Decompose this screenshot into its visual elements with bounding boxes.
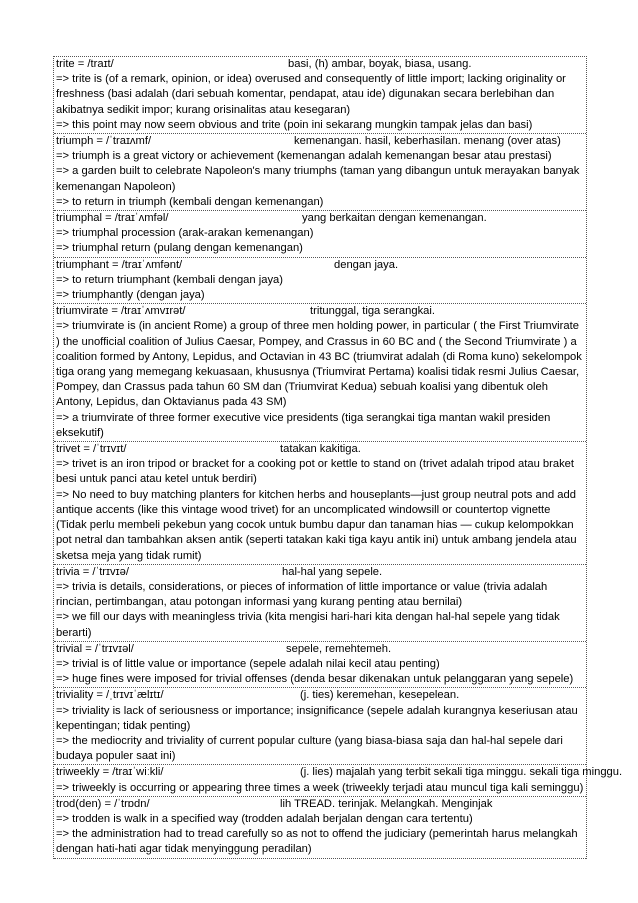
- dictionary-entry: [54, 688, 586, 765]
- entry-meaning: lih TREAD. terinjak. Melangkah. Menginjak: [280, 797, 493, 810]
- entry-example-line: => triweekly is occurring or appearing three times a week (triweekly terjadi atau muncul tiga kali seminggu): [56, 781, 584, 794]
- entry-headline: [56, 134, 584, 149]
- entry-meaning: sepele, remehtemeh.: [286, 642, 392, 655]
- entry-term: trivia = /ˈtrɪvɪə/: [56, 565, 129, 578]
- entry-example-line: => trivial is of little value or importance (sepele adalah nilai kecil atau penting): [56, 657, 440, 670]
- entry-example-line: => a garden built to celebrate Napoleon's many triumphs (taman yang dibangun untuk merayakan banyak kemenangan Napoleon): [56, 165, 580, 193]
- entry-headline: [56, 797, 584, 812]
- entry-meaning: dengan jaya.: [334, 258, 399, 271]
- entry-example-line: => the mediocrity and triviality of current popular culture (yang biasa-biasa saja dan hal-hal sepele dari budaya populer saat ini): [56, 734, 563, 763]
- dictionary-entry: [54, 565, 586, 642]
- dictionary-entry: [54, 258, 586, 305]
- dictionary-entry: [54, 442, 586, 565]
- entry-term: trite = /traɪt/: [56, 58, 114, 70]
- entry-example-line: => triumphal return (pulang dengan kemenangan): [56, 242, 303, 255]
- entry-example-line: => No need to buy matching planters for kitchen herbs and houseplants—just group neutral pots and add antique accents (like this vintage wood trivet) for an uncomplicated windowsill or countertop vignette (Tidak perlu membeli pekebun yang cocok untuk bumbu dapur dan tanaman hias — cukup kelompokkan pot netral dan tambahkan aksen antik (seperti tatakan kaki tiga kayu antik ini) untuk ambang jendela atau sketsa meja yang tidak rumit): [56, 488, 577, 562]
- entry-example-line: => to return triumphant (kembali dengan jaya): [56, 273, 283, 286]
- entry-meaning: basi, (h) ambar, boyak, biasa, usang.: [288, 58, 472, 70]
- entry-term: trod(den) = /ˈtrɒdn/: [56, 797, 150, 810]
- entry-term: triweekly = /traɪˈwiːkli/: [56, 766, 164, 779]
- entry-example-line: => trivia is details, considerations, or pieces of information of little importance or value (trivia adalah rincian, pertimbangan, atau potongan informasi yang kurang penting atau bernilai): [56, 580, 548, 609]
- entry-example-line: => triumphantly (dengan jaya): [56, 289, 205, 302]
- entry-headline: [56, 211, 584, 226]
- entry-example-line: => triumph is a great victory or achievement (kemenangan adalah kemenangan besar atau prestasi): [56, 150, 552, 163]
- entry-meaning: kemenangan. hasil, keberhasilan. menang (over atas): [294, 135, 561, 148]
- entry-example-line: => the administration had to tread carefully so as not to offend the judiciary (pemerintah harus melangkah dengan hati-hati agar tidak menyinggung peradilan): [56, 828, 578, 856]
- dictionary-entry: [54, 57, 586, 134]
- dictionary-page: [53, 56, 623, 859]
- entry-headline: [56, 688, 584, 703]
- entry-example-line: => this point may now seem obvious and trite (poin ini sekarang mungkin tampak jelas dan basi): [56, 118, 533, 131]
- dictionary-entry: [54, 642, 586, 689]
- entry-meaning: tatakan kakitiga.: [280, 443, 361, 456]
- entry-example-line: => a triumvirate of three former executive vice presidents (tiga serangkai tiga mantan wakil presiden eksekutif): [56, 411, 551, 439]
- entry-term: triumph = /ˈtraɪʌmf/: [56, 135, 152, 148]
- dictionary-entry: [54, 211, 586, 258]
- entry-meaning: yang berkaitan dengan kemenangan.: [302, 212, 487, 225]
- entry-example-line: => triviality is lack of seriousness or importance; insignificance (sepele adalah kurangnya keseriusan atau kepentingan; tidak penting): [56, 704, 578, 732]
- entry-example-line: => triumphal procession (arak-arakan kemenangan): [56, 227, 314, 240]
- entry-example-line: => trite is (of a remark, opinion, or idea) overused and consequently of little import; lacking originality or freshness (basi adalah (dari sebuah komentar, pendapat, atau ide) digunakan secara berlebihan dan akibatnya sedikit impor; kurang orisinalitas atau kesegaran): [56, 73, 566, 116]
- entry-meaning: tritunggal, tiga serangkai.: [310, 305, 436, 318]
- dictionary-entry: [54, 765, 623, 796]
- entry-term: trivet = /ˈtrɪvɪt/: [56, 443, 127, 456]
- entry-headline: [56, 258, 584, 273]
- entry-meaning: (j. ties) keremehan, kesepelean.: [300, 689, 460, 702]
- entry-headline: [56, 565, 584, 580]
- entry-meaning: (j. lies) majalah yang terbit sekali tiga minggu. sekali tiga minggu.: [300, 766, 623, 779]
- entry-headline: [56, 304, 584, 319]
- entry-headline: [56, 442, 584, 457]
- entry-example-line: => to return in triumph (kembali dengan kemenangan): [56, 195, 324, 208]
- entry-example-line: => huge fines were imposed for trivial offenses (denda besar dikenakan untuk pelanggaran yang sepele): [56, 673, 574, 686]
- entry-term: triumphal = /traɪˈʌmfəl/: [56, 212, 169, 225]
- entry-term: triumvirate = /traɪˈʌmvɪrət/: [56, 305, 186, 318]
- entry-example-line: => triumvirate is (in ancient Rome) a group of three men holding power, in particular ( the First Triumvirate ) the unofficial coalition of Julius Caesar, Pompey, and Crassus in 60 BC and ( the Second Triumvirate ) a coalition formed by Antony, Lepidus, and Octavian in 43 BC (triumvirat adalah (di Roma kuno) sekelompok tiga orang yang memegang kekuasaan, khususnya (Triumvirat Pertama) koalisi tidak resmi Julius Caesar, Pompey, dan Crassus pada tahun 60 SM dan (Triumvirat Kedua) sebuah koalisi yang dibentuk oleh Antony, Lepidus, dan Oktavianus pada 43 SM): [56, 320, 582, 409]
- entry-headline: [56, 57, 584, 72]
- entry-meaning: hal-hal yang sepele.: [282, 565, 383, 578]
- entry-term: trivial = /ˈtrɪvɪəl/: [56, 642, 134, 655]
- dictionary-entry: [54, 797, 586, 859]
- dictionary-entry: [54, 134, 586, 211]
- entry-term: triviality = /ˌtrɪvɪˈælɪtɪ/: [56, 689, 164, 702]
- entry-headline: [56, 765, 623, 780]
- dictionary-entry: [54, 304, 586, 442]
- entry-example-line: => trivet is an iron tripod or bracket for a cooking pot or kettle to stand on (trivet adalah tripod atau braket besi untuk panci atau ketel untuk berdiri): [56, 458, 575, 486]
- entry-headline: [56, 642, 584, 657]
- entry-term: triumphant = /traɪˈʌmfənt/: [56, 258, 183, 271]
- entry-example-line: => we fill our days with meaningless trivia (kita mengisi hari-hari kita dengan hal-hal sepele yang tidak berarti): [56, 611, 560, 639]
- entry-example-line: => trodden is walk in a specified way (trodden adalah berjalan dengan cara tertentu): [56, 812, 473, 825]
